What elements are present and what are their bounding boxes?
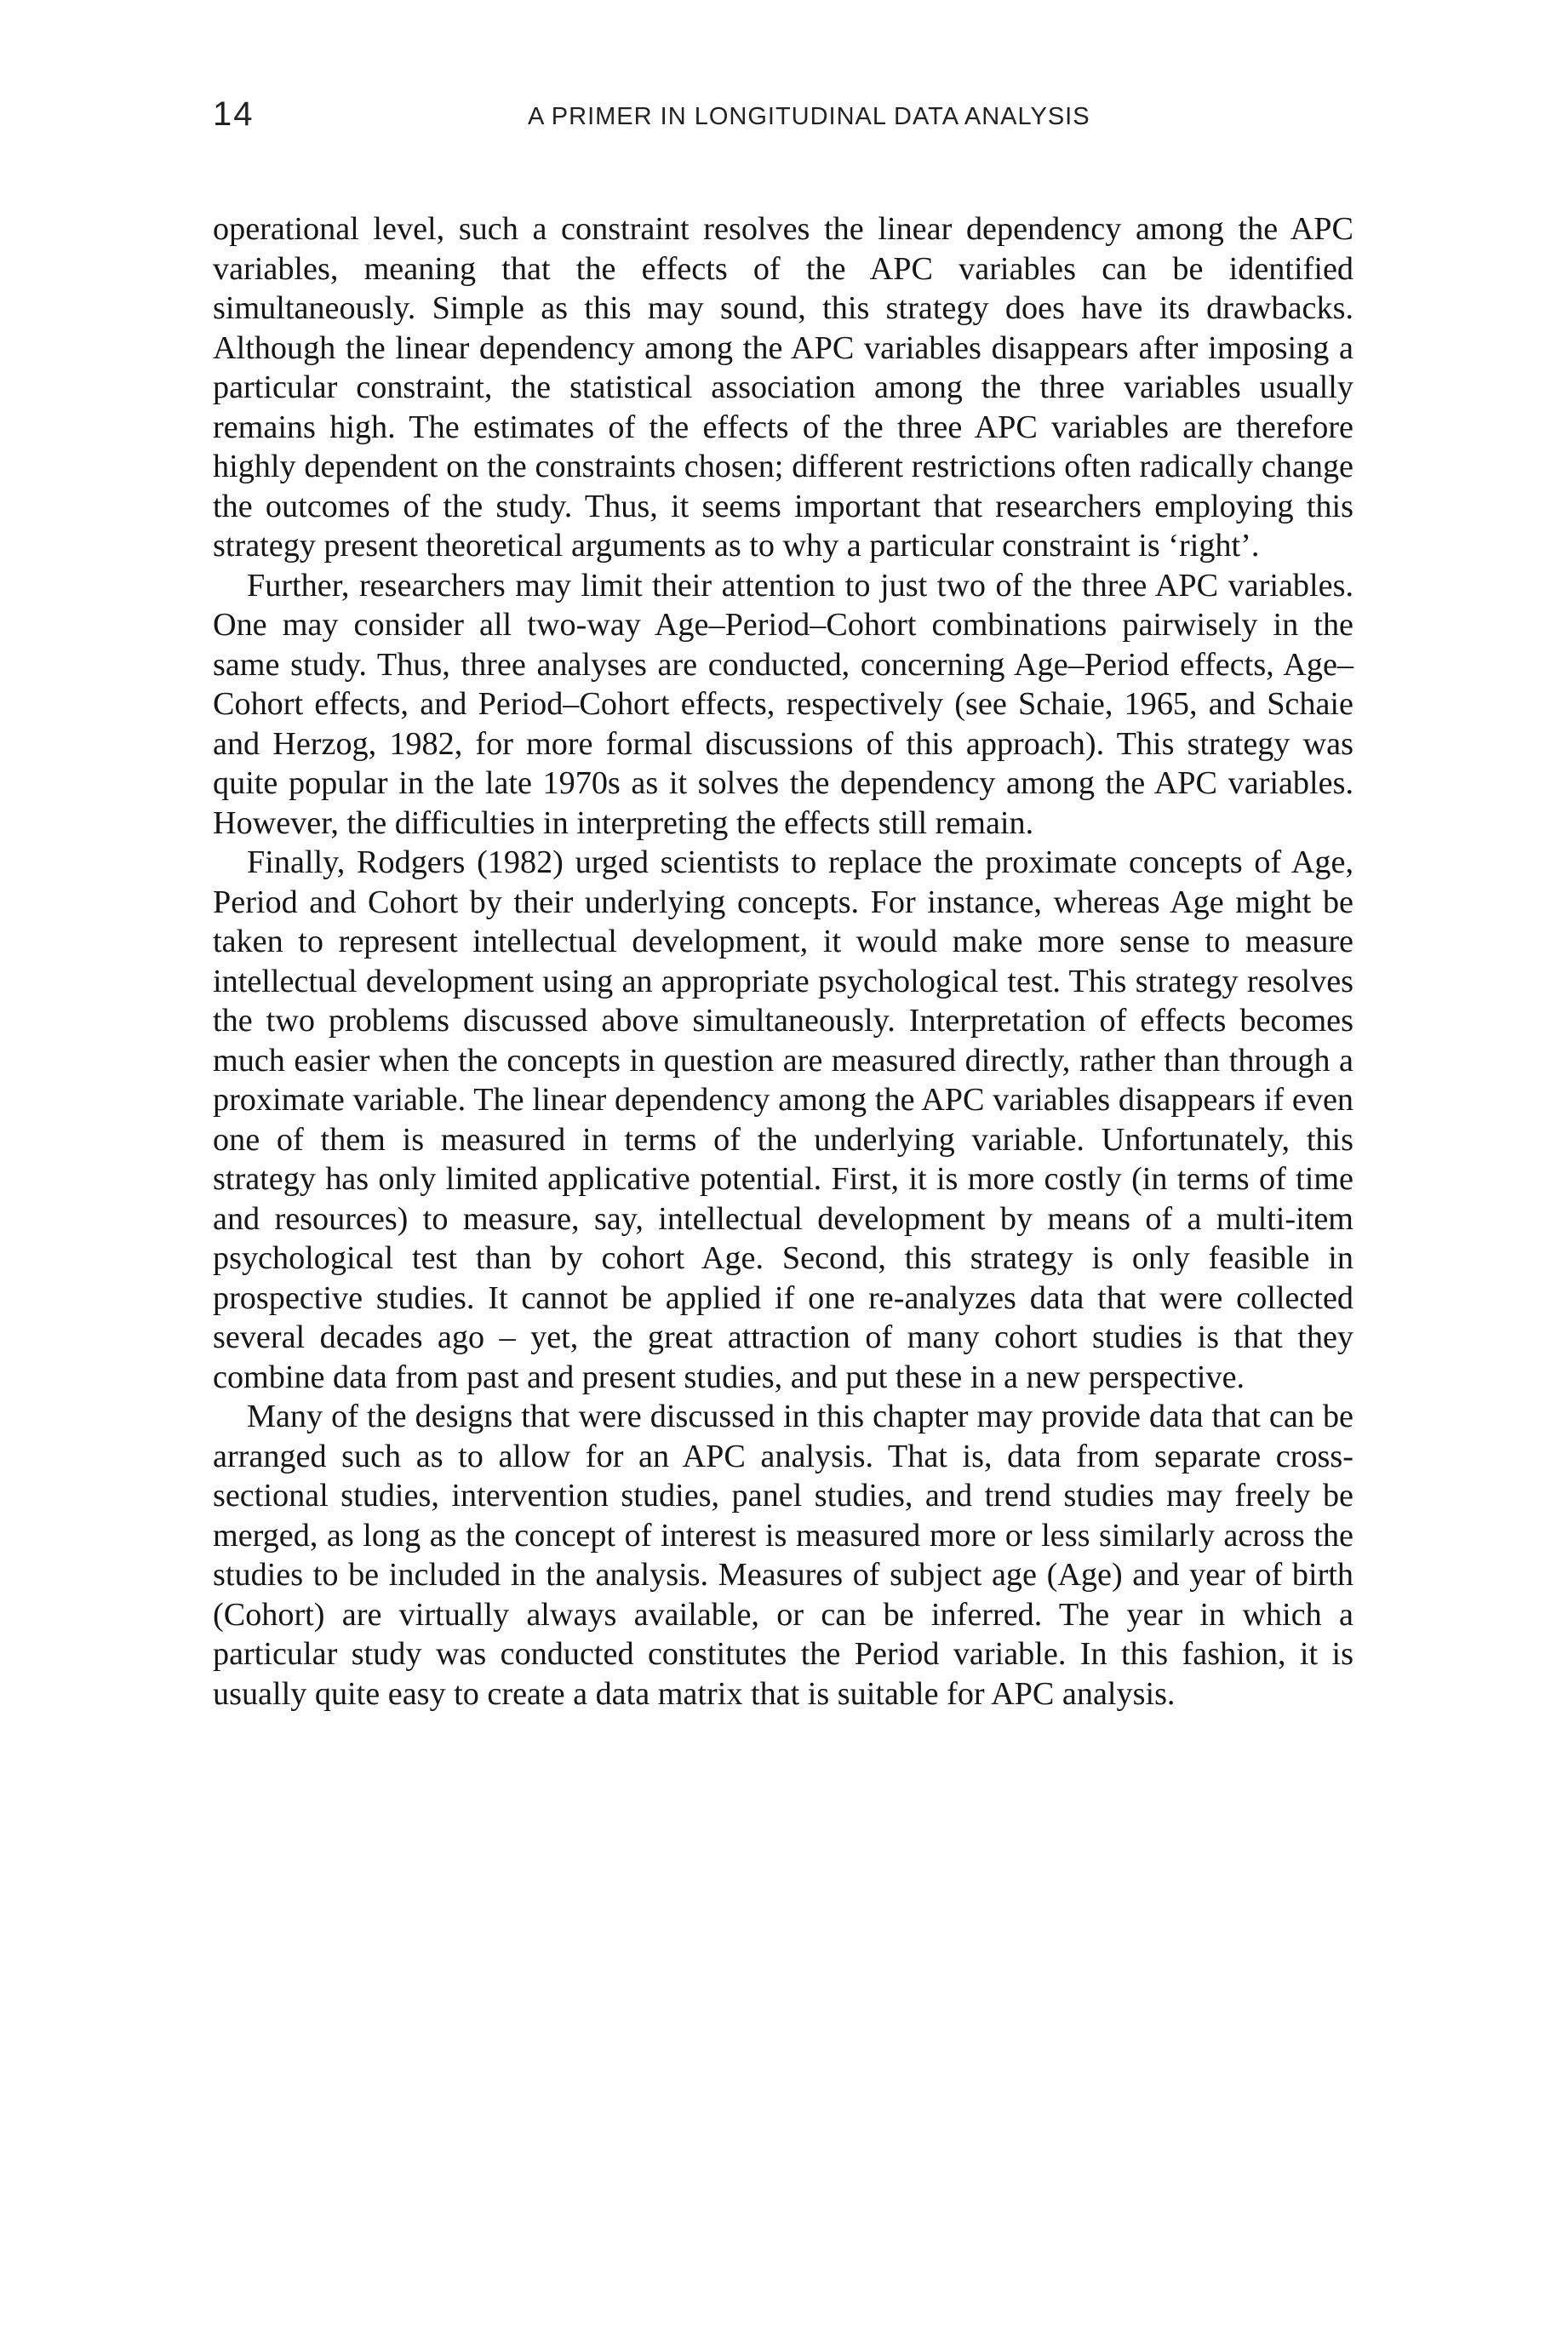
- paragraph-two-variable-approach: Further, researchers may limit their attention to just two of the three APC variables. One may consider all two-way Age–Period–Cohort combinations pairwisely in the same study. Thus, three analyses are conducted, concerning Age–Period effects, Age–Cohort effects, and Period–Cohort effects, respectively (see Schaie, 1965, and Schaie and Herzog, 1982, for more formal discussions of this approach). This strategy was quite popular in the late 1970s as it solves the dependency among the APC variables. However, the difficulties in interpreting the effects still remain.: [213, 567, 1353, 841]
- paragraph-underlying-concepts: Finally, Rodgers (1982) urged scientists to replace the proximate concepts of Age, Period and Cohort by their underlying concepts. For instance, whereas Age might be taken to represent intellectual development, it would make more sense to measure intellectual development using an appropriate psychological test. This strategy resolves the two problems discussed above simultaneously. Interpretation of effects becomes much easier when the concepts in question are measured directly, rather than through a proximate variable. The linear dependency among the APC variables disappears if even one of them is measured in terms of the underlying variable. Unfortunately, this strategy has only limited applicative potential. First, it is more costly (in terms of time and resources) to measure, say, intellectual development by means of a multi-item psychological test than by cohort Age. Second, this strategy is only feasible in prospective studies. It cannot be applied if one re-analyzes data that were collected several decades ago – yet, the great attraction of many cohort studies is that they combine data from past and present studies, and put these in a new perspective.: [213, 844, 1353, 1395]
- paragraph-apc-data-designs: Many of the designs that were discussed in this chapter may provide data that can be arranged such as to allow for an APC analysis. That is, data from separate cross-sectional studies, intervention studies, panel studies, and trend studies may freely be merged, as long as the concept of interest is measured more or less similarly across the studies to be included in the analysis. Measures of subject age (Age) and year of birth (Cohort) are virtually always available, or can be inferred. The year in which a particular study was conducted constitutes the Period variable. In this fashion, it is usually quite easy to create a data matrix that is suitable for APC analysis.: [213, 1399, 1353, 1712]
- page-number: 14: [213, 95, 255, 133]
- running-header: [213, 95, 1353, 146]
- paragraph-continuation: operational level, such a constraint resolves the linear dependency among the APC variables, meaning that the effects of the APC variables can be identified simultaneously. Simple as this may sound, this strategy does have its drawbacks. Although the linear dependency among the APC variables disappears after imposing a particular constraint, the statistical association among the three variables usually remains high. The estimates of the effects of the three APC variables are therefore highly dependent on the constraints chosen; different restrictions often radically change the outcomes of the study. Thus, it seems important that researchers employing this strategy present theoretical arguments as to why a particular constraint is ‘right’.: [213, 211, 1353, 564]
- running-title: A PRIMER IN LONGITUDINAL DATA ANALYSIS: [528, 103, 1090, 130]
- body-text: [213, 209, 1353, 1714]
